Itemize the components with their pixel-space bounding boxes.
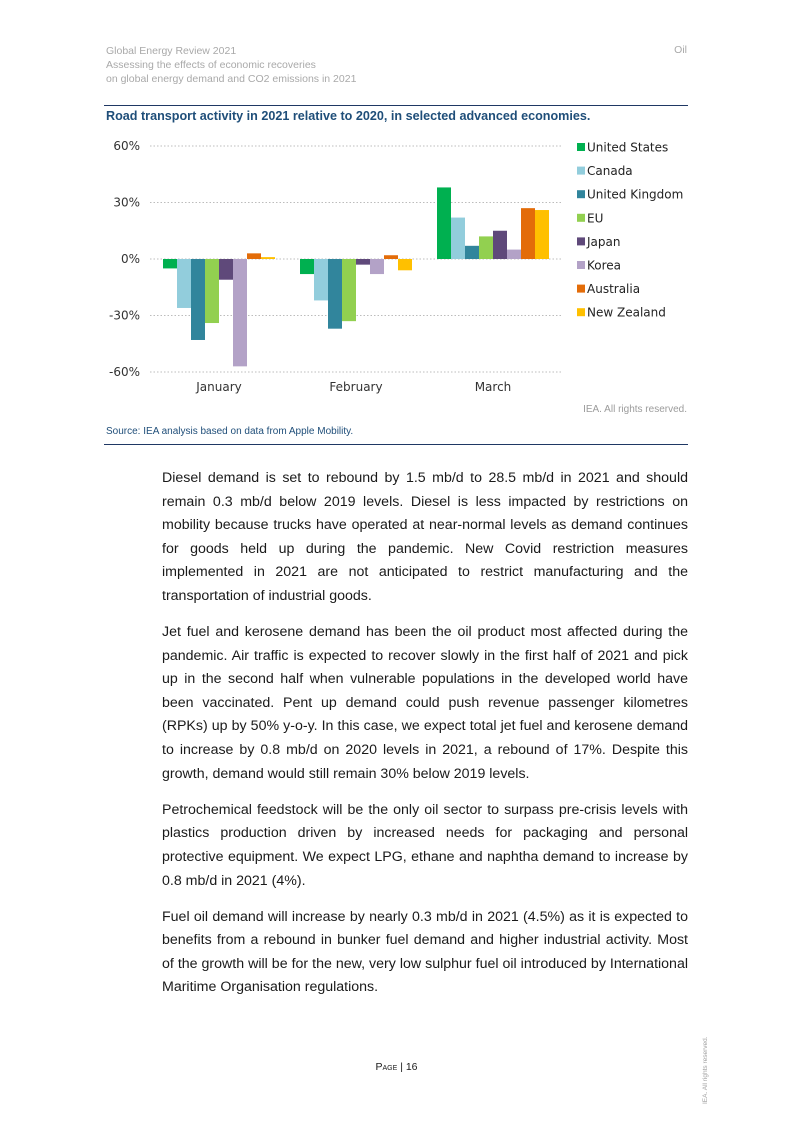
legend-swatch (577, 285, 585, 293)
bar (191, 259, 205, 340)
paragraph-jet-fuel: Jet fuel and kerosene demand has been the oil product most affected during the pandemic. Air traffic is expected to recover slowly in the first half of 2021 and pick up in the second half when vulnerable populations in the developed world have been vaccinated. Pent up demand could push revenue passenger kilometres (RPKs) up by 50% y-o-y. In this case, we expect total jet fuel and kerosene demand to increase by 0.8 mb/d on 2020 levels in 2021, a rebound of 17%. Despite this growth, demand would still remain 30% below 2019 levels. (162, 624, 688, 782)
bar (314, 259, 328, 300)
bar (205, 259, 219, 323)
legend-label: Japan (587, 234, 621, 249)
bar (370, 259, 384, 274)
body-text (162, 467, 688, 1012)
bar-chart (104, 130, 694, 400)
bar (163, 259, 177, 268)
header-title: Global Energy Review 2021 (106, 45, 237, 57)
legend-swatch (577, 190, 585, 198)
legend-label: Canada (587, 164, 633, 179)
y-tick-label: 30% (113, 195, 140, 210)
bar (342, 259, 356, 321)
bar (535, 210, 549, 259)
bar (247, 253, 261, 259)
section-label: Oil (674, 44, 687, 56)
legend-label: Korea (587, 258, 622, 273)
header-subtitle-line2: on global energy demand and CO2 emissions in 2021 (106, 73, 357, 85)
bar (465, 246, 479, 259)
figure-source: Source: IEA analysis based on data from Apple Mobility. (106, 426, 354, 437)
bar (521, 208, 535, 259)
running-header (106, 44, 356, 86)
bar (493, 231, 507, 259)
bar (507, 250, 521, 259)
legend-swatch (577, 143, 585, 151)
header-subtitle-line1: Assessing the effects of economic recoveries (106, 59, 316, 71)
figure-title: Road transport activity in 2021 relative to 2020, in selected advanced economies. (106, 109, 591, 123)
y-tick-label: -30% (108, 308, 140, 323)
legend-label: EU (587, 211, 604, 226)
y-tick-label: -60% (108, 365, 140, 379)
x-category-label: March (474, 380, 512, 394)
bar (233, 259, 247, 366)
legend-swatch (577, 308, 585, 316)
bar (384, 255, 398, 259)
figure-rights: IEA. All rights reserved. (583, 404, 687, 415)
paragraph-diesel: Diesel demand is set to rebound by 1.5 mb/d to 28.5 mb/d in 2021 and should remain 0.3 mb/d below 2019 levels. Diesel is less impacted by restrictions on mobility because trucks have operated at near-normal levels as demand continues for goods held up during the pandemic. New Covid restriction measures implemented in 2021 are not anticipated to restrict manufacturing and the transportation of industrial goods. (162, 470, 688, 604)
paragraph-fuel-oil: Fuel oil demand will increase by nearly 0.3 mb/d in 2021 (4.5%) as it is expected to benefits from a rebound in bunker fuel demand and higher industrial activity. Most of the growth will be for the new, very low sulphur fuel oil introduced by International Maritime Organisation regulations. (162, 908, 688, 996)
y-tick-label: 0% (120, 252, 140, 266)
legend-swatch (577, 237, 585, 245)
figure-bottom-rule (104, 444, 688, 445)
paragraph-petrochemical: Petrochemical feedstock will be the only oil sector to surpass pre-crisis levels with plastics production driven by increased needs for packaging and personal protective equipment. We expect LPG, ethane and naphtha demand to increase by 0.8 mb/d in 2021 (4%). (162, 801, 688, 889)
figure-top-rule (104, 105, 688, 106)
legend-swatch (577, 261, 585, 269)
bar (219, 259, 233, 280)
bar (177, 259, 191, 308)
bar (261, 257, 275, 259)
page-label: Page | 16 (375, 1061, 418, 1073)
bar (479, 236, 493, 259)
y-tick-label: 60% (113, 139, 140, 153)
legend-label: Australia (587, 282, 641, 297)
page-number (0, 1061, 793, 1073)
legend-swatch (577, 214, 585, 222)
legend-label: United States (587, 140, 669, 155)
bar (328, 259, 342, 329)
legend-swatch (577, 167, 585, 175)
x-category-label: February (329, 380, 383, 394)
side-rights-note: IEA. All rights reserved. (702, 1036, 709, 1104)
bar (437, 187, 451, 259)
x-category-label: January (196, 380, 242, 394)
bar (398, 259, 412, 270)
legend-label: United Kingdom (587, 187, 684, 202)
legend-label: New Zealand (587, 305, 666, 320)
bar (451, 218, 465, 259)
bar (300, 259, 314, 274)
bar (356, 259, 370, 265)
